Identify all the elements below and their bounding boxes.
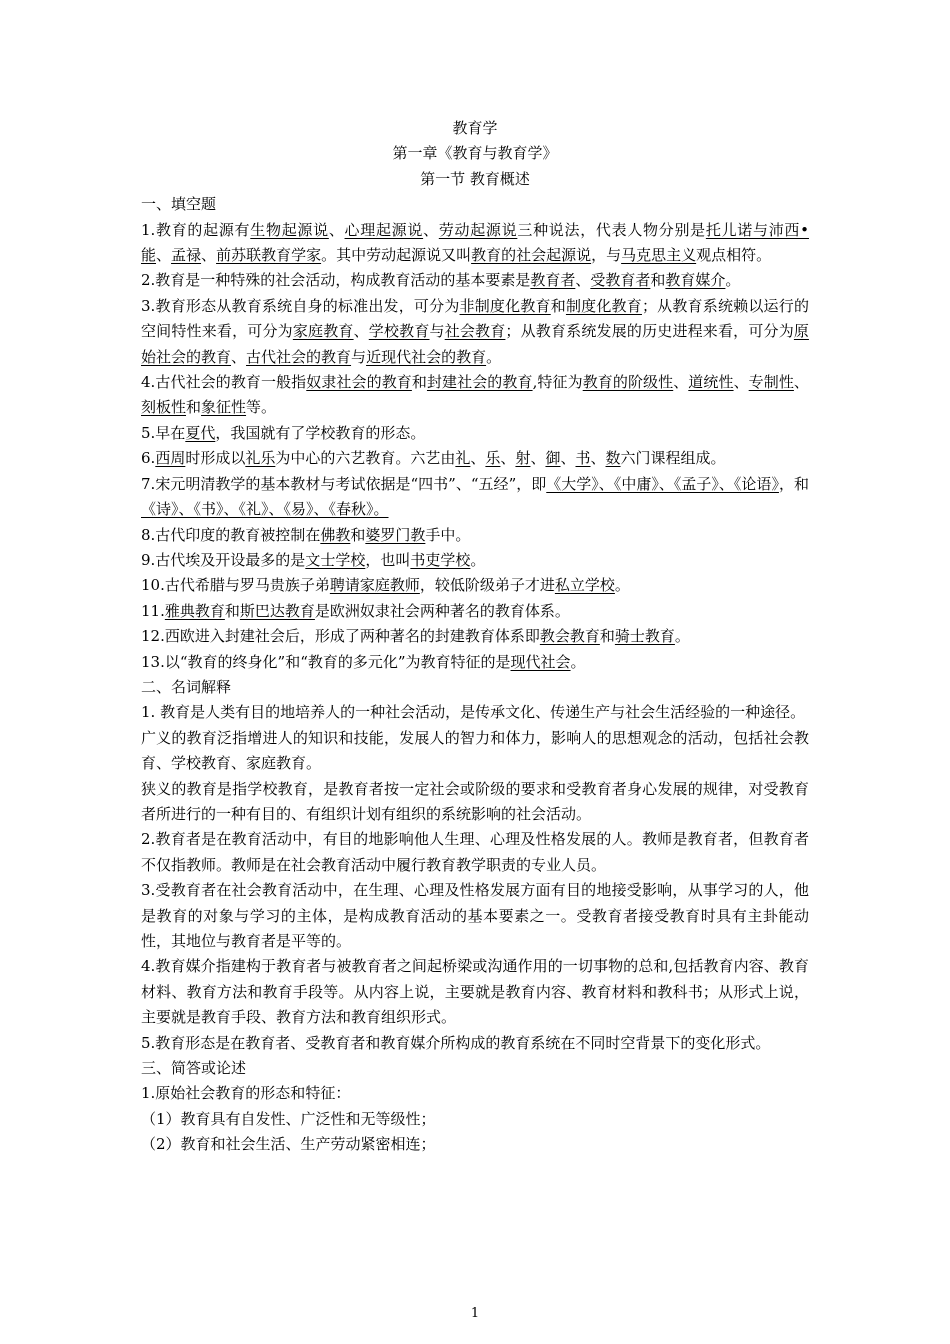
answer-blank: 古代社会的教育 xyxy=(246,347,352,366)
answer-blank: 教会教育 xyxy=(539,627,600,646)
question-text: 3.教育形态从教育系统自身的标准出发，可分为 xyxy=(141,296,460,315)
part1-heading: 一、填空题 xyxy=(141,195,217,214)
fill-in-item xyxy=(141,472,809,523)
answer-blank: 礼乐 xyxy=(245,449,276,468)
question-text: 6. xyxy=(141,449,156,468)
section-title: 第一节 教育概述 xyxy=(420,169,530,188)
fill-in-item xyxy=(141,650,809,675)
fill-in-item xyxy=(141,599,809,624)
answer-blank: 象征性 xyxy=(201,398,247,417)
fill-in-item xyxy=(141,268,809,293)
answer-blank: 教育的社会起源说 xyxy=(471,246,592,265)
term-paragraph: 1. 教育是人类有目的地培养人的一种社会活动，是传承文化、传递生产与社会生活经验的一种途径。 xyxy=(141,703,806,722)
answer-blank: 文士学校 xyxy=(305,550,366,569)
answer-blank: 夏代 xyxy=(185,423,216,442)
answer-line: （1）教育具有自发性、广泛性和无等级性； xyxy=(141,1109,436,1128)
answer-blank: 原始社会的教育 xyxy=(141,322,809,366)
answer-blank: 教育者 xyxy=(530,271,576,290)
question-text: 是欧洲奴隶社会两种著名的教育体系。 xyxy=(314,601,570,620)
answer-blank: 社会教育 xyxy=(444,322,506,341)
answer-blank: 斯巴达教育 xyxy=(239,601,315,620)
question-text: 手中。 xyxy=(425,525,471,544)
question-text: 、 xyxy=(590,449,606,468)
answer-blank: 孟禄 xyxy=(171,246,202,265)
question-text: 、 xyxy=(560,449,576,468)
term-paragraph: 3.受教育者在社会教育活动中，在生理、心理及性格发展方面有目的地接受影响，从事学习的人，他是教育的对象与学习的主体，是构成教育活动的基本要素之一。受教育者接受教育时具有主卦能动性，其地位与教育者是平等的。 xyxy=(141,881,809,950)
question-text: 与 xyxy=(429,322,445,341)
question-text: 9.古代埃及开设最多的是 xyxy=(141,550,306,569)
question-text: 。 xyxy=(470,550,486,569)
part2-heading: 二、名词解释 xyxy=(141,677,232,696)
answer-blank: 前苏联教育学家 xyxy=(216,246,322,265)
fill-in-item xyxy=(141,421,809,446)
question-text: 12.西欧进入封建社会后，形成了两种著名的封建教育体系即 xyxy=(141,627,540,646)
term-paragraph: 4.教育媒介指建构于教育者与被教育者之间起桥梁或沟通作用的一切事物的总和,包括教育内容、教育材料、教育方法和教育手段等。从内容上说，主要就是教育内容、教育材料和教科书；从形式上说，主要就是教育手段、教育方法和教育组织形式。 xyxy=(141,957,809,1027)
answer-blank: 射 xyxy=(515,449,531,468)
answer-blank: 聘请家庭教师 xyxy=(329,576,420,595)
answer-blank: 西周 xyxy=(155,449,186,468)
question-text: 。 xyxy=(570,652,586,671)
term-paragraph: 5.教育形态是在教育者、受教育者和教育媒介所构成的教育系统在不同时空背景下的变化形式。 xyxy=(141,1033,771,1052)
question-text: 时形成以 xyxy=(185,449,246,468)
term-paragraph: 2.教育者是在教育活动中，有目的地影响他人生理、心理及性格发展的人。教师是教育者，但教育者不仅指教师。教师是在社会教育活动中履行教育教学职责的专业人员。 xyxy=(141,830,809,874)
answer-blank: 礼 xyxy=(455,449,471,468)
question-text: 。 xyxy=(725,271,741,290)
question-text: 、 xyxy=(575,271,591,290)
question-text: 7.宋元明清教学的基本教材与考试依据是“四书”、“五经”，即 xyxy=(141,474,547,493)
answer-blank: 御 xyxy=(545,449,561,468)
question-text: 和 xyxy=(411,373,427,392)
answer-blank: 现代社会 xyxy=(510,652,571,671)
question-text: 和 xyxy=(224,601,240,620)
question-text: 观点相符。 xyxy=(696,246,772,265)
question-text: 。 xyxy=(614,576,630,595)
answer-blank: 刻板性 xyxy=(141,398,187,417)
question-text: ，也叫 xyxy=(365,550,411,569)
answer-blank: 书吏学校 xyxy=(410,550,471,569)
answer-blank: 心理起源说 xyxy=(344,220,424,239)
fill-in-item xyxy=(141,624,809,649)
question-text: 。 xyxy=(486,347,502,366)
fill-in-item xyxy=(141,548,809,573)
answer-blank: 私立学校 xyxy=(554,576,615,595)
answer-blank: 生物起源说 xyxy=(250,220,329,239)
question-text: 、 xyxy=(530,449,546,468)
fill-in-item xyxy=(141,370,809,421)
question-text: ，较低阶级弟子才进 xyxy=(419,576,555,595)
answer-line: （2）教育和社会生活、生产劳动紧密相连； xyxy=(141,1135,436,1154)
question-text: 4.古代社会的教育一般指 xyxy=(141,373,307,392)
question-text: 13.以“教育的终身化”和“教育的多元化”为教育特征的是 xyxy=(141,652,511,671)
question-text: ；从教育系统赖以运行的空间特性来看，可分为 xyxy=(141,296,809,341)
answer-blank: 马克思主义 xyxy=(621,246,697,265)
question-text: 、 xyxy=(470,449,486,468)
answer-blank: 受教育者 xyxy=(590,271,651,290)
fill-in-item xyxy=(141,523,809,548)
fill-in-item xyxy=(141,218,809,269)
answer-blank: 婆罗门教 xyxy=(365,525,426,544)
answer-blank: 专制性 xyxy=(748,373,794,392)
term-definitions xyxy=(141,700,809,1056)
answer-line: 1.原始社会教育的形态和特征： xyxy=(141,1084,351,1103)
answer-list xyxy=(141,1081,809,1157)
question-text: 三种说法，代表人物分别是 xyxy=(517,220,706,239)
answer-blank: 劳动起源说 xyxy=(438,220,518,239)
answer-blank: 学校教育 xyxy=(368,322,430,341)
answer-blank: 《大学》、《中庸》、《孟子》、《论语》 xyxy=(546,474,779,493)
question-text: 、 xyxy=(733,373,749,392)
question-text: ，我国就有了学校教育的形态。 xyxy=(215,423,426,442)
question-text: 8.古代印度的教育被控制在 xyxy=(141,525,321,544)
question-text: 、 xyxy=(156,246,172,265)
term-paragraph: 广义的教育泛指增进人的知识和技能，发展人的智力和体力，影响人的思想观念的活动，包括社会教育、学校教育、家庭教育。 xyxy=(141,728,809,773)
question-text: 、 xyxy=(500,449,516,468)
question-text: 和 xyxy=(599,627,615,646)
question-text: 11. xyxy=(141,601,165,620)
question-text: ，和 xyxy=(778,474,809,493)
question-text: 、 xyxy=(423,220,439,239)
answer-blank: 《诗》、《书》、《礼》、《易》、《春秋》。 xyxy=(141,500,389,519)
fill-in-item xyxy=(141,294,809,370)
question-text: 1.教育的起源有 xyxy=(141,220,251,239)
term-paragraph: 狭义的教育是指学校教育，是教育者按一定社会或阶级的要求和受教育者身心发展的规律，对受教育者所进行的一种有目的、有组织计划有组织的系统影响的社会活动。 xyxy=(141,779,809,823)
page-number: 1 xyxy=(470,1306,480,1321)
question-text: 和 xyxy=(350,525,366,544)
question-text: 、 xyxy=(231,347,247,366)
question-text: 、 xyxy=(201,246,217,265)
question-text: 与 xyxy=(351,347,367,366)
question-text: 和 xyxy=(650,271,666,290)
answer-blank: 封建社会的教育 xyxy=(426,373,533,392)
document-title: 教育学 xyxy=(452,119,498,137)
question-text: ,特征为 xyxy=(532,373,583,392)
fill-in-item xyxy=(141,573,809,598)
question-text: 10.古代希腊与罗马贵族子弟 xyxy=(141,576,330,595)
question-text: 六门课程组成。 xyxy=(620,449,726,468)
part3-heading: 三、简答或论述 xyxy=(141,1059,247,1078)
answer-blank: 佛教 xyxy=(320,525,351,544)
answer-blank: 非制度化教育 xyxy=(459,296,551,315)
question-text: ，与 xyxy=(591,246,622,265)
question-text: 、 xyxy=(673,373,689,392)
question-text: 为中心的六艺教育。六艺由 xyxy=(275,449,456,468)
answer-blank: 近现代社会的教育 xyxy=(366,347,487,366)
answer-blank: 道统性 xyxy=(688,373,734,392)
question-text: 。其中劳动起源说又叫 xyxy=(321,246,472,265)
fill-in-item xyxy=(141,446,809,471)
question-text: 。 xyxy=(674,627,690,646)
answer-blank: 奴隶社会的教育 xyxy=(306,373,412,392)
question-text: 、 xyxy=(793,373,809,392)
question-text: 、 xyxy=(328,220,345,239)
answer-blank: 教育的阶级性 xyxy=(582,373,674,392)
chapter-title: 第一章《教育与教育学》 xyxy=(392,144,558,163)
question-text: 5.早在 xyxy=(141,423,186,442)
answer-blank: 骑士教育 xyxy=(614,627,675,646)
question-text: 2.教育是一种特殊的社会活动，构成教育活动的基本要素是 xyxy=(141,271,531,290)
answer-blank: 托儿诺与沛西•能 xyxy=(141,220,809,265)
answer-blank: 雅典教育 xyxy=(164,601,225,620)
question-text: ；从教育系统发展的历史进程来看，可分为 xyxy=(505,322,794,341)
question-text: 和 xyxy=(186,398,202,417)
question-text: 、 xyxy=(353,322,369,341)
answer-blank: 制度化教育 xyxy=(565,296,642,315)
answer-blank: 数 xyxy=(605,449,621,468)
answer-blank: 书 xyxy=(575,449,591,468)
answer-blank: 乐 xyxy=(485,449,501,468)
answer-blank: 家庭教育 xyxy=(292,322,354,341)
question-text: 和 xyxy=(550,296,566,315)
document-body xyxy=(141,116,809,1158)
answer-blank: 教育媒介 xyxy=(665,271,726,290)
fill-in-list xyxy=(141,218,809,675)
question-text: 等。 xyxy=(246,398,277,417)
